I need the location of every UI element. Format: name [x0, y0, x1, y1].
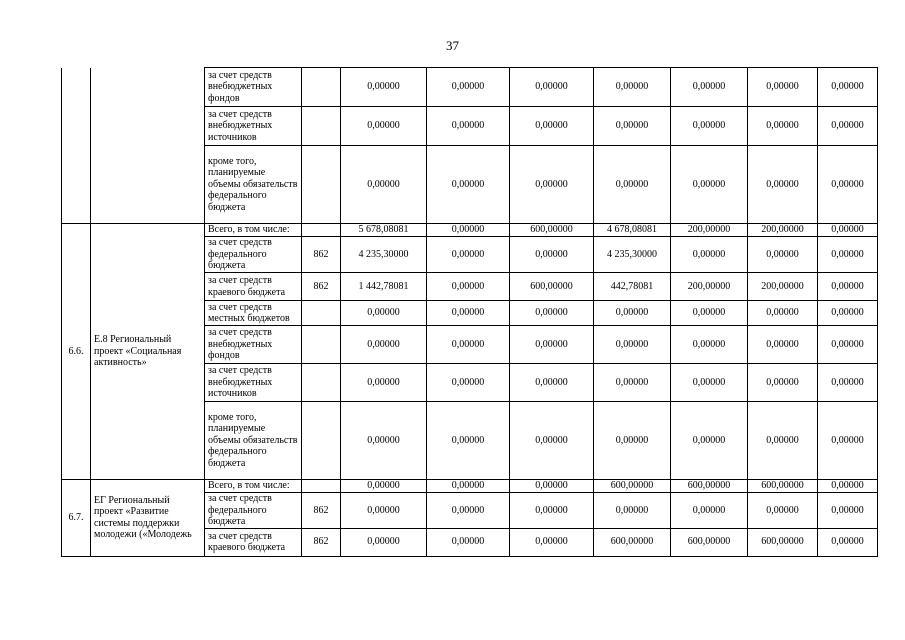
budget-code: 862	[302, 493, 341, 529]
amount-cell: 0,00000	[341, 480, 427, 493]
amount-cell: 0,00000	[510, 480, 594, 493]
table-row	[62, 224, 878, 237]
amount-cell: 0,00000	[818, 528, 878, 556]
funding-source: Всего, в том числе:	[205, 480, 302, 493]
amount-cell: 1 442,78081	[341, 273, 427, 301]
amount-cell: 0,00000	[818, 402, 878, 480]
amount-cell: 0,00000	[594, 402, 671, 480]
amount-cell: 5 678,08081	[341, 224, 427, 237]
amount-cell: 0,00000	[510, 326, 594, 364]
funding-source: за счет средств местных бюджетов	[205, 301, 302, 326]
amount-cell: 0,00000	[818, 301, 878, 326]
funding-source: за счет средств краевого бюджета	[205, 273, 302, 301]
amount-cell: 0,00000	[341, 528, 427, 556]
amount-cell: 0,00000	[671, 402, 748, 480]
amount-cell: 600,00000	[594, 480, 671, 493]
amount-cell: 0,00000	[594, 107, 671, 146]
amount-cell: 0,00000	[671, 237, 748, 273]
amount-cell: 0,00000	[510, 301, 594, 326]
amount-cell: 0,00000	[341, 68, 427, 107]
amount-cell: 0,00000	[818, 224, 878, 237]
section-number: 6.6.	[62, 224, 91, 480]
amount-cell: 200,00000	[671, 224, 748, 237]
amount-cell: 0,00000	[594, 301, 671, 326]
amount-cell: 0,00000	[341, 402, 427, 480]
amount-cell: 0,00000	[671, 107, 748, 146]
funding-source: кроме того, планируемые объемы обязательств федерального бюджета	[205, 146, 302, 224]
project-name: ЕГ Региональный проект «Развитие системы поддержки молодежи («Молодежь	[91, 480, 205, 557]
table-row	[62, 68, 878, 107]
amount-cell: 0,00000	[341, 364, 427, 402]
amount-cell: 600,00000	[671, 528, 748, 556]
budget-code	[302, 68, 341, 107]
section-number: 6.7.	[62, 480, 91, 557]
budget-code	[302, 326, 341, 364]
budget-code	[302, 146, 341, 224]
amount-cell: 0,00000	[818, 107, 878, 146]
amount-cell: 200,00000	[671, 273, 748, 301]
budget-code	[302, 107, 341, 146]
amount-cell: 0,00000	[748, 326, 818, 364]
amount-cell: 0,00000	[818, 364, 878, 402]
amount-cell: 0,00000	[427, 480, 510, 493]
table-row	[62, 480, 878, 493]
funding-source: кроме того, планируемые объемы обязательств федерального бюджета	[205, 402, 302, 480]
amount-cell: 0,00000	[748, 402, 818, 480]
amount-cell: 0,00000	[671, 68, 748, 107]
amount-cell: 0,00000	[510, 237, 594, 273]
amount-cell: 0,00000	[427, 146, 510, 224]
amount-cell: 0,00000	[427, 364, 510, 402]
amount-cell: 0,00000	[427, 273, 510, 301]
amount-cell: 0,00000	[818, 68, 878, 107]
budget-code: 862	[302, 237, 341, 273]
budget-code	[302, 480, 341, 493]
budget-code	[302, 301, 341, 326]
budget-code	[302, 364, 341, 402]
amount-cell: 0,00000	[427, 493, 510, 529]
budget-table	[61, 67, 878, 557]
funding-source: за счет средств внебюджетных источников	[205, 107, 302, 146]
amount-cell: 0,00000	[748, 301, 818, 326]
amount-cell: 0,00000	[818, 326, 878, 364]
funding-source: за счет средств федерального бюджета	[205, 237, 302, 273]
amount-cell: 0,00000	[818, 480, 878, 493]
section-number	[62, 68, 91, 224]
amount-cell: 0,00000	[748, 237, 818, 273]
amount-cell: 4 678,08081	[594, 224, 671, 237]
amount-cell: 0,00000	[671, 301, 748, 326]
amount-cell: 0,00000	[818, 273, 878, 301]
budget-code: 862	[302, 528, 341, 556]
amount-cell: 0,00000	[510, 364, 594, 402]
amount-cell: 0,00000	[671, 146, 748, 224]
amount-cell: 0,00000	[427, 528, 510, 556]
budget-code	[302, 402, 341, 480]
budget-code	[302, 224, 341, 237]
amount-cell: 600,00000	[510, 273, 594, 301]
amount-cell: 442,78081	[594, 273, 671, 301]
amount-cell: 200,00000	[748, 273, 818, 301]
amount-cell: 600,00000	[748, 480, 818, 493]
amount-cell: 0,00000	[594, 364, 671, 402]
amount-cell: 0,00000	[510, 528, 594, 556]
amount-cell: 0,00000	[341, 326, 427, 364]
amount-cell: 0,00000	[748, 493, 818, 529]
amount-cell: 0,00000	[818, 493, 878, 529]
amount-cell: 0,00000	[594, 493, 671, 529]
amount-cell: 0,00000	[427, 326, 510, 364]
amount-cell: 0,00000	[748, 68, 818, 107]
amount-cell: 4 235,30000	[594, 237, 671, 273]
amount-cell: 0,00000	[427, 224, 510, 237]
funding-source: за счет средств краевого бюджета	[205, 528, 302, 556]
amount-cell: 0,00000	[818, 237, 878, 273]
amount-cell: 0,00000	[748, 364, 818, 402]
project-name: Е.8 Региональный проект «Социальная активность»	[91, 224, 205, 480]
amount-cell: 0,00000	[748, 146, 818, 224]
amount-cell: 4 235,30000	[341, 237, 427, 273]
amount-cell: 0,00000	[671, 493, 748, 529]
amount-cell: 0,00000	[510, 107, 594, 146]
amount-cell: 0,00000	[748, 107, 818, 146]
amount-cell: 600,00000	[594, 528, 671, 556]
amount-cell: 0,00000	[510, 68, 594, 107]
amount-cell: 600,00000	[748, 528, 818, 556]
amount-cell: 0,00000	[341, 301, 427, 326]
amount-cell: 0,00000	[594, 146, 671, 224]
amount-cell: 600,00000	[671, 480, 748, 493]
amount-cell: 0,00000	[341, 493, 427, 529]
amount-cell: 0,00000	[427, 68, 510, 107]
project-name	[91, 68, 205, 224]
amount-cell: 200,00000	[748, 224, 818, 237]
page-number: 37	[446, 38, 459, 53]
amount-cell: 0,00000	[341, 146, 427, 224]
budget-code: 862	[302, 273, 341, 301]
amount-cell: 0,00000	[818, 146, 878, 224]
budget-table-body	[62, 68, 878, 557]
amount-cell: 0,00000	[341, 107, 427, 146]
amount-cell: 0,00000	[427, 402, 510, 480]
funding-source: за счет средств внебюджетных фондов	[205, 68, 302, 107]
amount-cell: 0,00000	[671, 326, 748, 364]
amount-cell: 0,00000	[510, 146, 594, 224]
amount-cell: 0,00000	[427, 301, 510, 326]
amount-cell: 0,00000	[427, 237, 510, 273]
amount-cell: 600,00000	[510, 224, 594, 237]
amount-cell: 0,00000	[671, 364, 748, 402]
amount-cell: 0,00000	[594, 68, 671, 107]
funding-source: за счет средств внебюджетных источников	[205, 364, 302, 402]
amount-cell: 0,00000	[427, 107, 510, 146]
funding-source: за счет средств внебюджетных фондов	[205, 326, 302, 364]
funding-source: Всего, в том числе:	[205, 224, 302, 237]
amount-cell: 0,00000	[594, 326, 671, 364]
amount-cell: 0,00000	[510, 493, 594, 529]
funding-source: за счет средств федерального бюджета	[205, 493, 302, 529]
amount-cell: 0,00000	[510, 402, 594, 480]
